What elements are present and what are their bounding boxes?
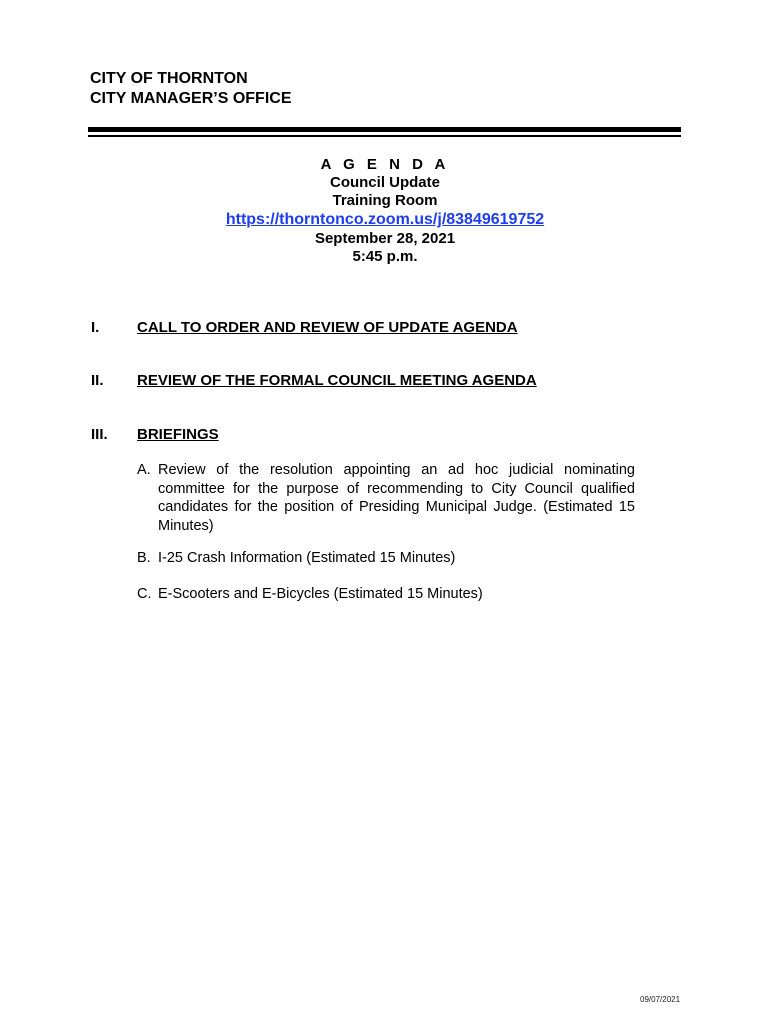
footer-date: 09/07/2021 [640, 995, 681, 1004]
meeting-date: September 28, 2021 [314, 230, 456, 247]
briefing-letter: C. [137, 586, 152, 602]
section-number: I. [91, 319, 100, 336]
meeting-location: Training Room [332, 192, 438, 209]
section-title: REVIEW OF THE FORMAL COUNCIL MEETING AGENDA [137, 372, 537, 389]
organization-name: CITY OF THORNTON [90, 70, 248, 87]
agenda-title: A G E N D A [320, 156, 450, 173]
zoom-link-container [0, 209, 770, 231]
briefing-item [137, 549, 635, 568]
header-rule-thick [88, 127, 681, 132]
briefing-text: Review of the resolution appointing an ad hoc judicial nominating committee for the purpose of recommending to City Council qualified candidates for the position of Presiding Municipal Judge. (Estimated 15 Minutes) [158, 462, 635, 534]
briefing-text: I-25 Crash Information (Estimated 15 Minutes) [158, 550, 456, 566]
document-header [90, 69, 292, 109]
section-title: BRIEFINGS [137, 426, 219, 443]
section-number: III. [91, 426, 108, 443]
office-name: CITY MANAGER’S OFFICE [90, 90, 292, 107]
briefing-item [137, 461, 635, 535]
section-number: II. [91, 372, 104, 389]
section-title: CALL TO ORDER AND REVIEW OF UPDATE AGENDA [137, 319, 518, 336]
briefing-letter: A. [137, 462, 151, 478]
meeting-time: 5:45 p.m. [352, 248, 418, 265]
briefing-letter: B. [137, 550, 151, 566]
zoom-link[interactable]: https://thorntonco.zoom.us/j/83849619752 [225, 211, 545, 228]
briefing-text: E-Scooters and E-Bicycles (Estimated 15 Minutes) [158, 586, 483, 602]
header-rule-thin [88, 135, 681, 137]
meeting-name: Council Update [329, 174, 440, 191]
briefing-item [137, 585, 635, 604]
